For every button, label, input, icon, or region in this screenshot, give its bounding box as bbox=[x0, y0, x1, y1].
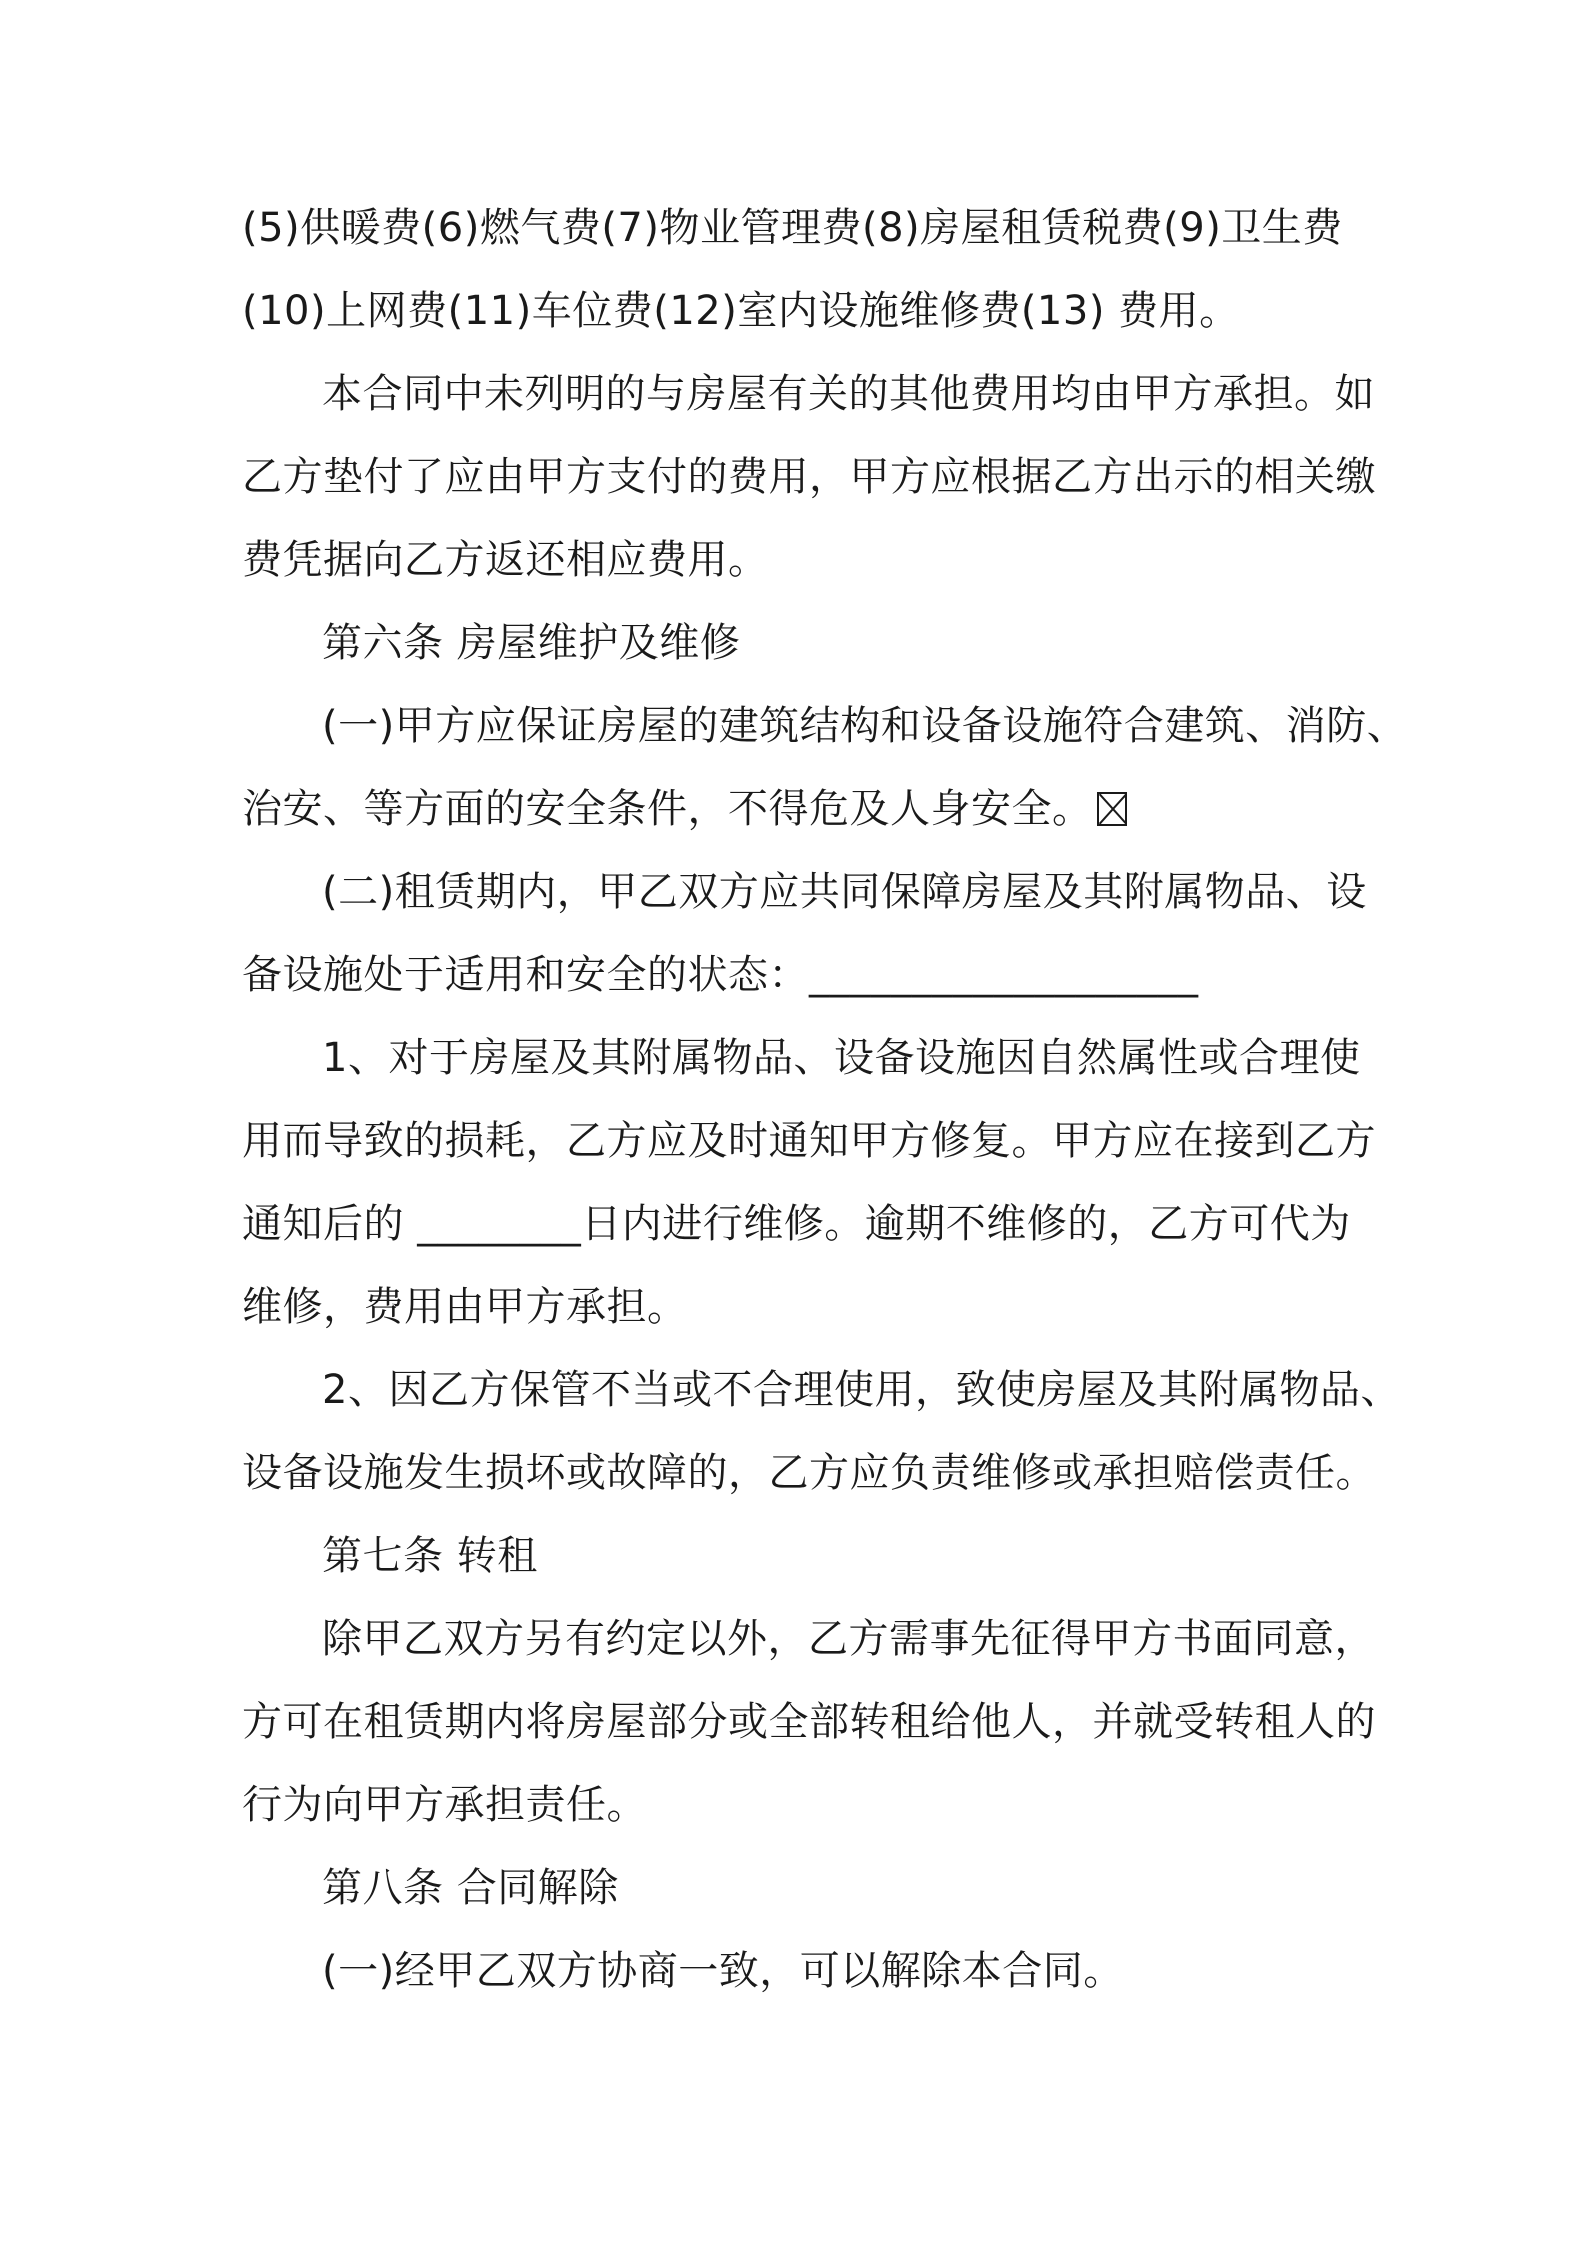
clause-6-1-line-1: (一)甲方应保证房屋的建筑结构和设备设施符合建筑、消防、 bbox=[322, 703, 1408, 749]
other-fees-paragraph-line-1: 本合同中未列明的与房屋有关的其他费用均由甲方承担。如 bbox=[322, 371, 1375, 417]
article-7-heading: 第七条 转租 bbox=[322, 1533, 538, 1579]
item-2-line-1: 2、因乙方保管不当或不合理使用，致使房屋及其附属物品、 bbox=[322, 1367, 1401, 1413]
crossed-box-icon bbox=[1097, 792, 1127, 826]
clause-6-2-line-1: (二)租赁期内，甲乙双方应共同保障房屋及其附属物品、设 bbox=[322, 869, 1367, 915]
sublease-paragraph-line-1: 除甲乙双方另有约定以外，乙方需事先征得甲方书面同意， bbox=[322, 1616, 1375, 1662]
item-1-line-2: 用而导致的损耗，乙方应及时通知甲方修复。甲方应在接到乙方 bbox=[242, 1118, 1376, 1164]
other-fees-paragraph-line-3: 费凭据向乙方返还相应费用。 bbox=[242, 537, 769, 583]
item-1-line-4: 维修，费用由甲方承担。 bbox=[242, 1284, 688, 1330]
item-1-line-1: 1、对于房屋及其附属物品、设备设施因自然属性或合理使 bbox=[322, 1035, 1361, 1081]
sublease-paragraph-line-3: 行为向甲方承担责任。 bbox=[242, 1782, 647, 1828]
item-1-line-3: 通知后的 ________日内进行维修。逾期不维修的，乙方可代为 bbox=[242, 1201, 1351, 1247]
article-8-heading: 第八条 合同解除 bbox=[322, 1865, 619, 1911]
fee-list-line-1: (5)供暖费(6)燃气费(7)物业管理费(8)房屋租赁税费(9)卫生费 bbox=[242, 205, 1343, 251]
fee-list-line-2: (10)上网费(11)车位费(12)室内设施维修费(13) 费用。 bbox=[242, 288, 1240, 334]
other-fees-paragraph-line-2: 乙方垫付了应由甲方支付的费用，甲方应根据乙方出示的相关缴 bbox=[242, 454, 1376, 500]
clause-6-1-line-2: 治安、等方面的安全条件，不得危及人身安全。 bbox=[242, 786, 1093, 832]
clause-6-2-line-2: 备设施处于适用和安全的状态：___________________ bbox=[242, 952, 1199, 998]
item-2-line-2: 设备设施发生损坏或故障的，乙方应负责维修或承担赔偿责任。 bbox=[242, 1450, 1376, 1496]
article-6-heading: 第六条 房屋维护及维修 bbox=[322, 620, 741, 666]
sublease-paragraph-line-2: 方可在租赁期内将房屋部分或全部转租给他人，并就受转租人的 bbox=[242, 1699, 1376, 1745]
clause-6-1-line-2-wrapper bbox=[242, 781, 1127, 837]
clause-8-1: (一)经甲乙双方协商一致，可以解除本合同。 bbox=[322, 1948, 1124, 1994]
